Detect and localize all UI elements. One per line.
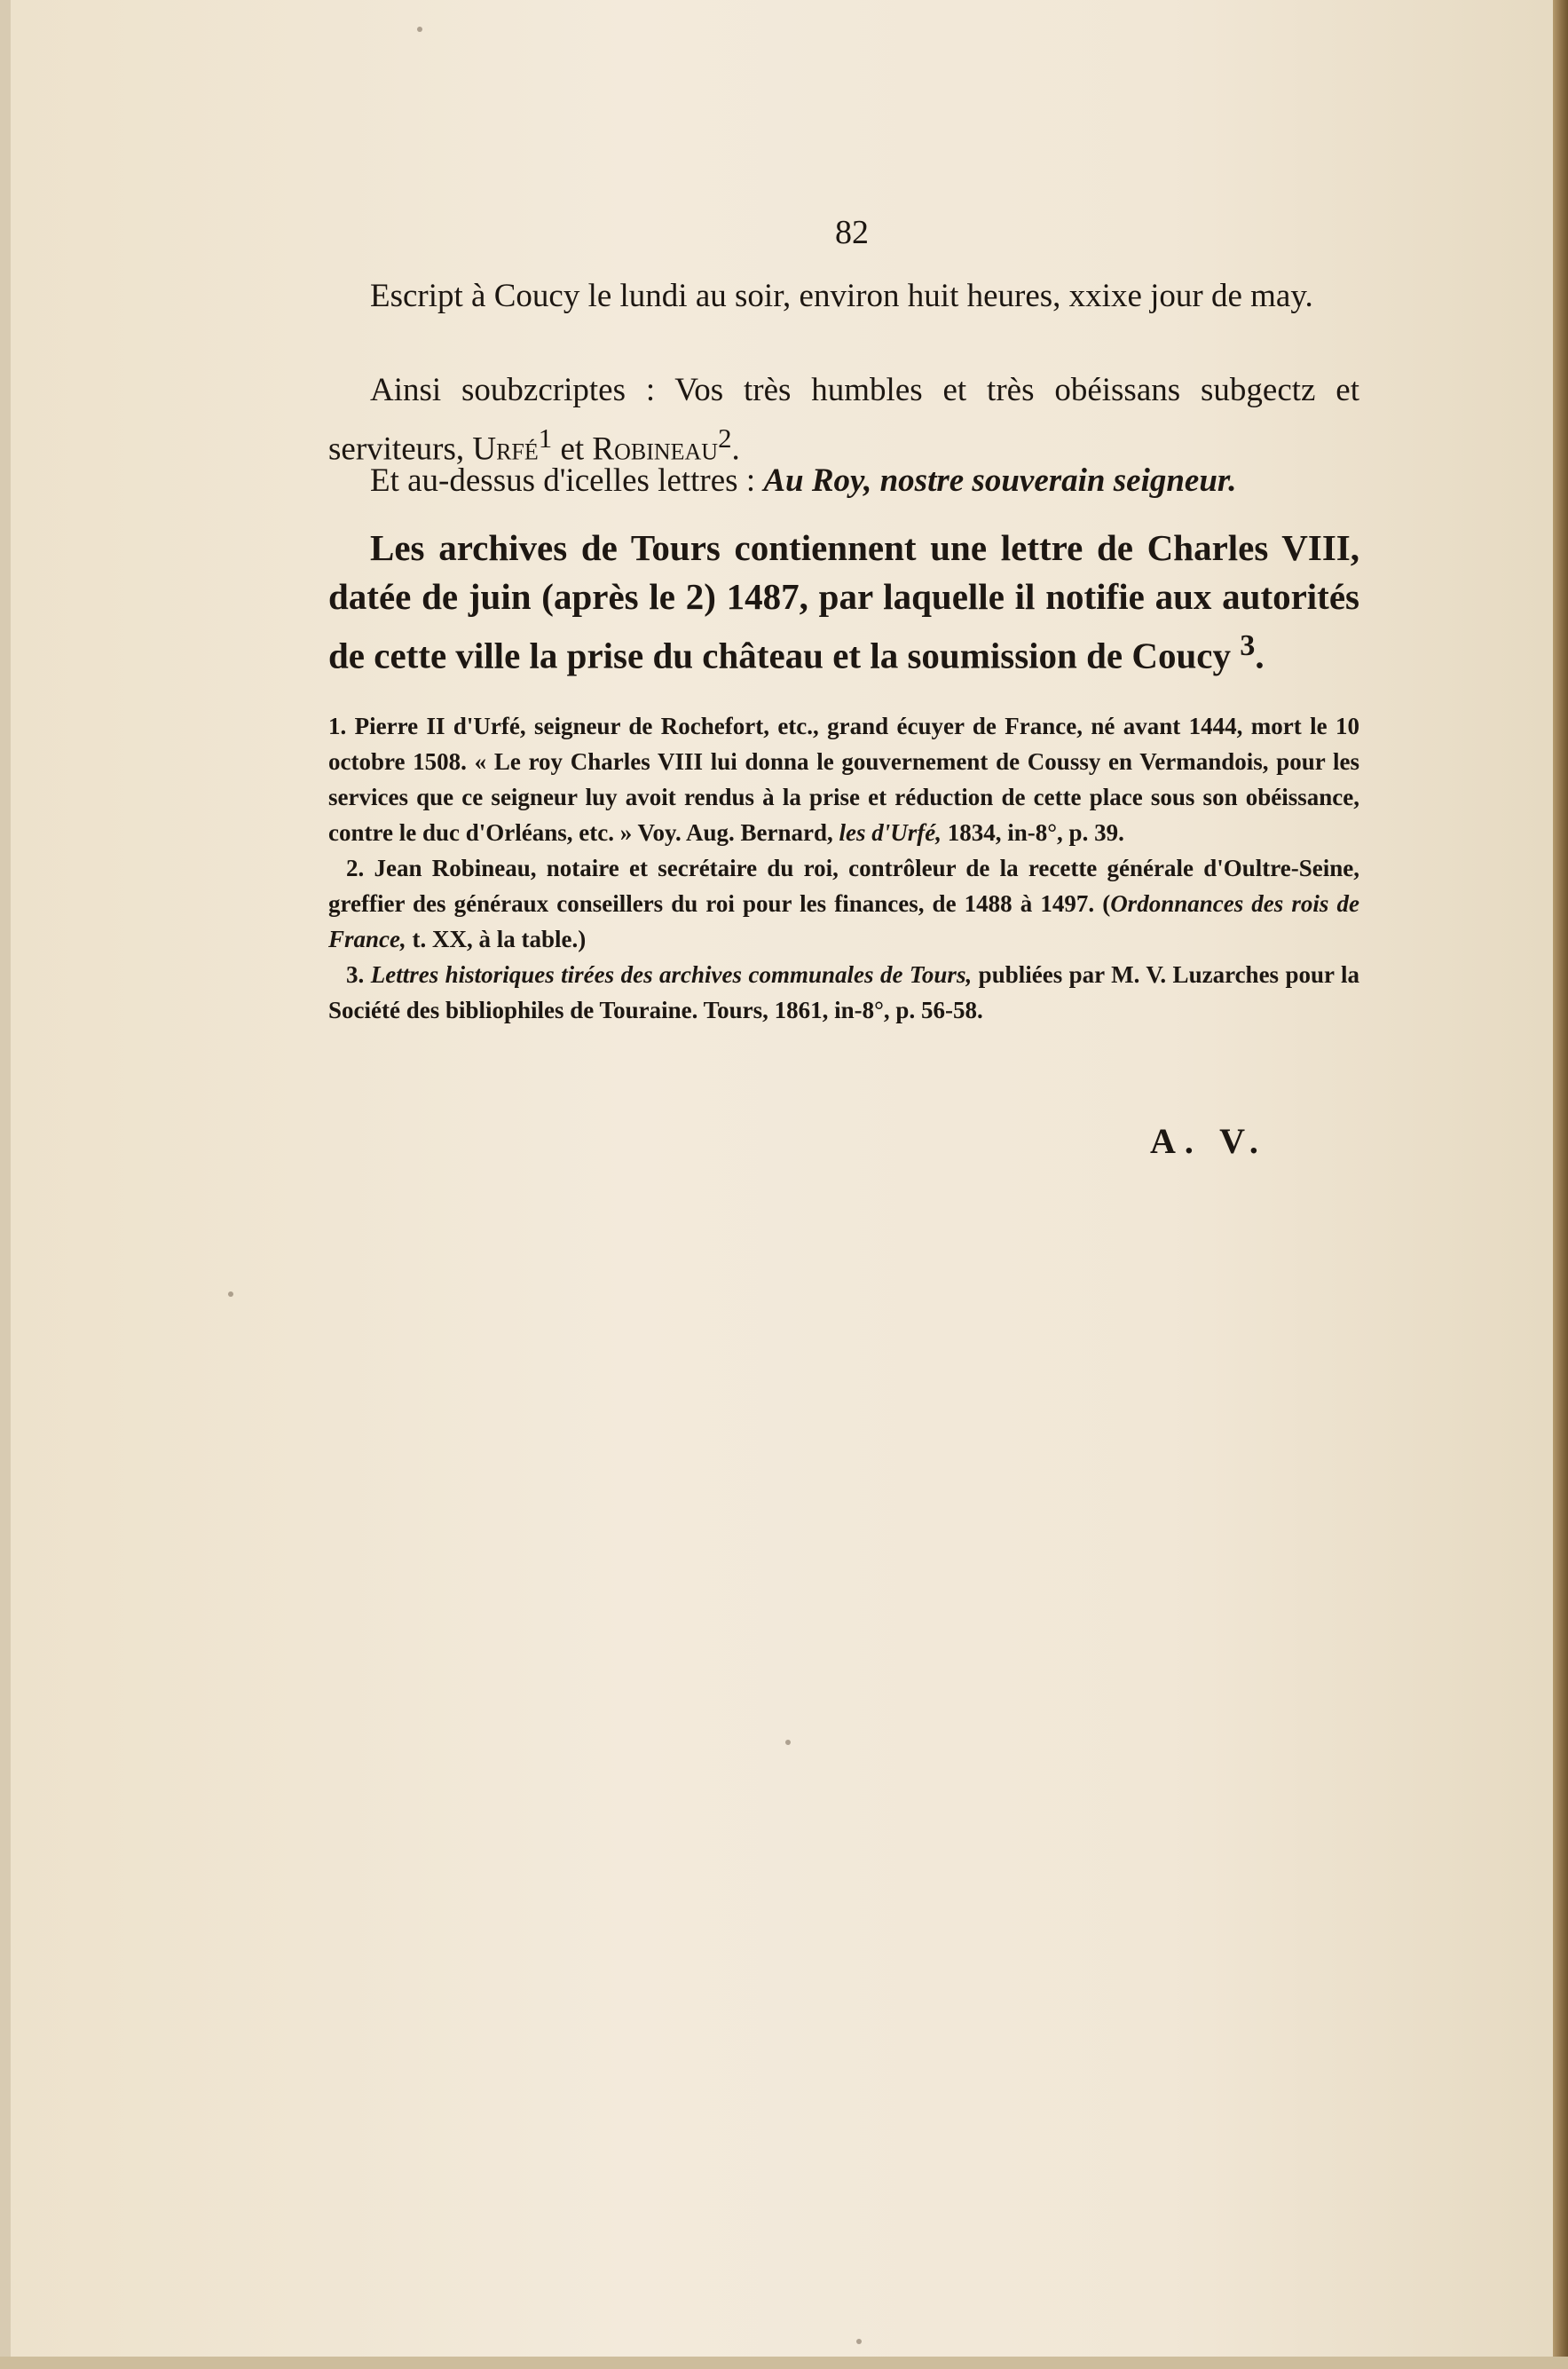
paper-speck: [228, 1291, 233, 1297]
footnote-text-end: publiées par M. V. Luzarches pour la Société des bibliophiles de Touraine. Tours, 1861, in-8°, p. 56-58.: [328, 961, 1360, 1023]
book-page: [11, 0, 1553, 2369]
letter-address: [328, 456, 1359, 505]
footnote-number: 3.: [346, 961, 365, 988]
footnote-italic: Ordonnances des rois de France,: [328, 890, 1359, 952]
paper-speck: [856, 2339, 862, 2344]
footnote-italic: Lettres historiques tirées des archives communales de Tours,: [370, 961, 973, 988]
paper-speck: [417, 27, 422, 32]
main-paragraph-text: Les archives de Tours contiennent une lettre de Charles VIII, datée de juin (après le 2) 1487, par laquelle il notifie aux autorités de cette ville la prise du château et la soumission de Coucy: [328, 527, 1359, 676]
footnote-3: [328, 957, 1359, 1028]
footnote-ref-1: 1: [538, 423, 553, 454]
footnote-text: Pierre II d'Urfé, seigneur de Rochefort, etc., grand écuyer de France, né avant 1444, mort le 10 octobre 1508. « Le roy Charles VIII lui donna le gouvernement de Coussy en Vermandois, pour les services que ce seigneur luy avoit rendus à la prise et réduction de cette place sous son obéissance, contre le duc d'Orléans, etc. » Voy. Aug. Bernard,: [328, 713, 1360, 846]
footnote-italic: les d'Urfé,: [839, 819, 942, 846]
footnote-ref-3: 3: [1240, 629, 1256, 662]
page-number: 82: [835, 214, 869, 251]
signer-urfe: Urfé: [472, 430, 539, 468]
footnote-1: [328, 708, 1359, 850]
main-paragraph-end: .: [1255, 635, 1265, 676]
footnote-text: Jean Robineau, notaire et secrétaire du roi, contrôleur de la recette générale d'Oultre-Seine, greffier des généraux conseillers du roi pour les finances, de 1488 à 1497. (: [328, 855, 1359, 917]
footnote-text-end: t. XX, à la table.): [412, 926, 587, 952]
paper-speck: [785, 1740, 791, 1745]
footnote-text-end: 1834, in-8°, p. 39.: [947, 819, 1124, 846]
footnote-2: [328, 850, 1359, 957]
footnote-number: 1.: [328, 713, 347, 739]
signer-robineau: Robineau: [592, 430, 719, 468]
letter-dating: Escript à Coucy le lundi au soir, environ huit heures, xxixe jour de may.: [370, 278, 1313, 314]
bottom-edge: [0, 2357, 1568, 2369]
page-edge: [1553, 0, 1568, 2369]
address-text: Au Roy, nostre souverain seigneur.: [763, 462, 1237, 499]
conjunction: et: [560, 430, 585, 468]
main-paragraph: [328, 524, 1359, 681]
footnote-ref-2: 2: [718, 423, 732, 454]
period: .: [731, 430, 740, 468]
author-signature: A. V.: [1150, 1121, 1267, 1161]
footnote-number: 2.: [346, 855, 365, 881]
address-prefix: Et au-dessus d'icelles lettres :: [370, 462, 756, 499]
signature-prefix: Ainsi soubzcriptes : Vos très humbles et très obéissans subgectz et serviteurs,: [328, 372, 1359, 468]
footnotes: [328, 708, 1359, 1028]
